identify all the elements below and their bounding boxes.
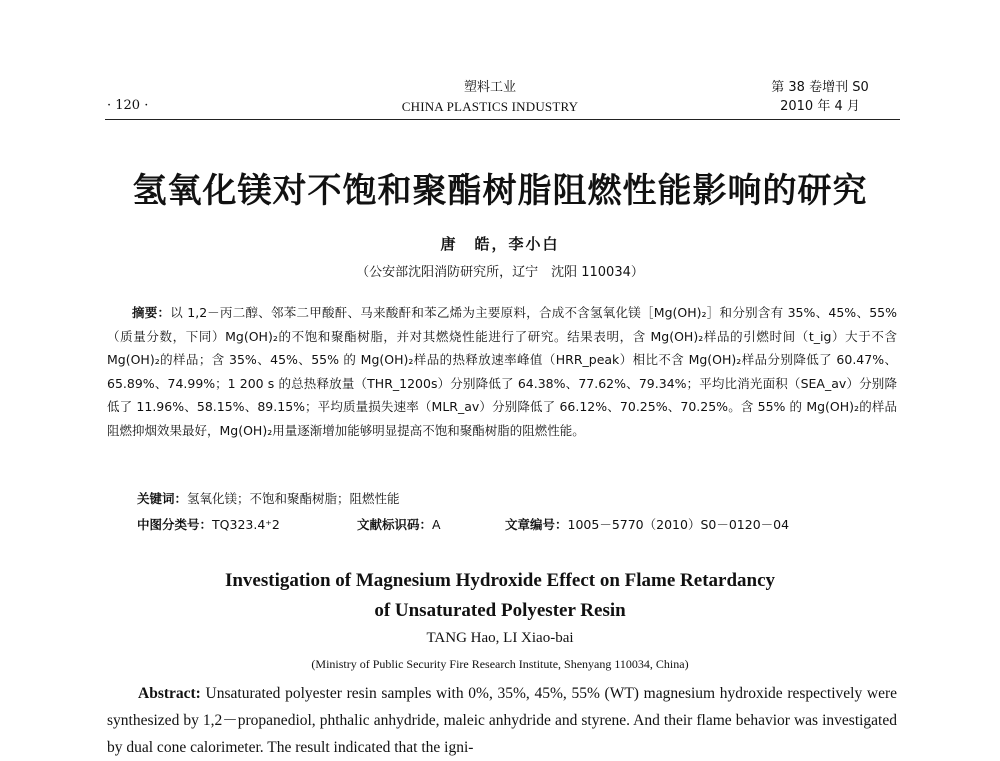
affiliation-en: (Ministry of Public Security Fire Research Institute, Shenyang 110034, China) bbox=[311, 657, 689, 671]
keywords-cn-label: 关键词： bbox=[137, 491, 188, 506]
doc-code-value: A bbox=[432, 517, 441, 532]
issue-info bbox=[760, 78, 880, 116]
keywords-cn-text: 氢氧化镁；不饱和聚酯树脂；阻燃性能 bbox=[187, 491, 400, 506]
title-cn: 氢氧化镁对不饱和聚酯树脂阻燃性能影响的研究 bbox=[132, 171, 868, 211]
journal-name bbox=[320, 78, 660, 116]
doc-code-label: 文献标识码： bbox=[357, 517, 433, 532]
title-en bbox=[120, 566, 880, 626]
abstract-en bbox=[107, 680, 897, 761]
abstract-cn bbox=[107, 301, 897, 442]
journal-name-cn: 塑料工业 bbox=[463, 80, 516, 95]
authors-en: TANG Hao, LI Xiao-bai bbox=[426, 630, 574, 646]
clc-label: 中图分类号： bbox=[137, 517, 213, 532]
issue-date: 2010 年 4 月 bbox=[780, 99, 860, 114]
authors-cn: 唐 皓，李小白 bbox=[440, 235, 560, 253]
affiliation-cn: （公安部沈阳消防研究所，辽宁 沈阳 110034） bbox=[356, 265, 644, 280]
title-en-line2: of Unsaturated Polyester Resin bbox=[374, 600, 626, 621]
header-rule bbox=[105, 119, 900, 120]
journal-name-en: CHINA PLASTICS INDUSTRY bbox=[401, 99, 579, 114]
article-number-label: 文章编号： bbox=[505, 517, 568, 532]
abstract-cn-label: 摘要： bbox=[132, 305, 171, 320]
article-number-value: 1005－5770（2010）S0－0120－04 bbox=[567, 517, 790, 532]
abstract-cn-text: 以 1,2－丙二醇、邻苯二甲酸酐、马来酸酐和苯乙烯为主要原料，合成不含氢氧化镁［Mg(OH)₂］和分别含有 35%、45%、55%（质量分数，下同）Mg(OH)₂的不饱和聚酯树脂，并对其燃烧性能进行了研究。结果表明，含 Mg(OH)₂样品的引燃时间（t_ig）大于不含 Mg(OH)₂的样品；含 35%、45%、55% 的 Mg(OH)₂样品的热释放速率峰值（HRR_peak）相比不含 Mg(OH)₂样品分别降低了 60.47%、65.89%、74.99%；1 200 s 的总热释放量（THR_1200s）分别降低了 64.38%、77.62%、79.34%；平均比消光面积（SEA_av）分别降低了 11.96%、58.15%、89.15%；平均质量损失速率（MLR_av）分别降低了 66.12%、70.25%、70.25%。含 55% 的 Mg(OH)₂的样品阻燃抑烟效果最好，Mg(OH)₂用量逐渐增加能够明显提高不饱和聚酯树脂的阻燃性能。 bbox=[107, 305, 897, 438]
keywords-cn bbox=[137, 489, 897, 507]
abstract-en-label: Abstract: bbox=[138, 685, 201, 702]
clc-value: TQ323.4⁺2 bbox=[212, 517, 280, 532]
title-en-line1: Investigation of Magnesium Hydroxide Effect on Flame Retardancy bbox=[224, 570, 776, 591]
classification-line bbox=[137, 515, 897, 533]
abstract-en-text: Unsaturated polyester resin samples with 0%, 35%, 45%, 55% (WT) magnesium hydroxide respectively were synthesized by 1,2－propanediol, phthalic anhydride, maleic anhydride and styrene. And their flame behavior was investigated by dual cone calorimeter. The result indicated that the igni- bbox=[107, 685, 897, 756]
page-number: · 120 · bbox=[107, 98, 149, 113]
volume-info: 第 38 卷增刊 S0 bbox=[771, 80, 869, 95]
